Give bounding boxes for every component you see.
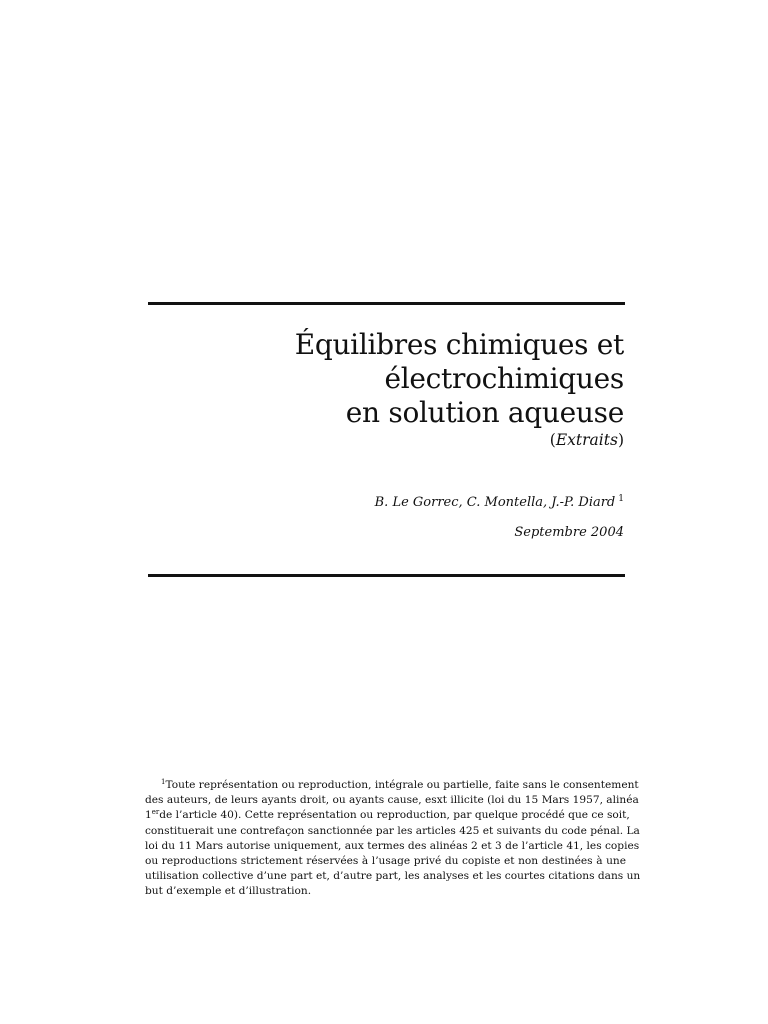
footnote-line-3: 1erde l’article 40). Cette représentation ou reproduction, par quelque procédé que ce soit,	[145, 808, 630, 822]
footnote-line-6: ou reproductions strictement réservées à l’usage privé du copiste et non destinées à une	[145, 855, 626, 868]
footnote-line-2: des auteurs, de leurs ayants droit, ou ayants cause, esxt illicite (loi du 15 Mars 1957, alinéa	[145, 794, 639, 807]
title-line-1: Équilibres chimiques et	[294, 328, 624, 361]
footnote-line-5: loi du 11 Mars autorise uniquement, aux termes des alinéas 2 et 3 de l’article 41, les copies	[145, 839, 640, 852]
top-horizontal-rule	[148, 302, 625, 305]
publication-date: Septembre 2004	[514, 525, 624, 540]
footnote-line-8: but d’exemple et d’illustration.	[145, 885, 312, 898]
bottom-horizontal-rule	[148, 574, 625, 577]
authors	[375, 494, 624, 510]
footnote-line-1: $^1$Toute représentation ou reproduction, intégrale ou partielle, faite sans le consentement	[161, 778, 639, 791]
subtitle-close-paren: )	[617, 431, 624, 449]
title-block	[204, 328, 624, 450]
subtitle-open-paren: (	[549, 431, 556, 449]
author-names: B. Le Gorrec, C. Montella, J.-P. Diard	[374, 495, 616, 510]
footnote-mark: 1	[161, 778, 166, 786]
title-line-2: électrochimiques	[384, 362, 624, 395]
footnote-line-4: constituerait une contrefaçon sanctionnée par les articles 425 et suivants du code pénal. La	[145, 824, 640, 837]
footnote-line-7: utilisation collective d’une part et, d’autre part, les analyses et les courtes citations dans un	[145, 870, 641, 883]
subtitle	[204, 430, 624, 450]
title-line-3: en solution aqueuse	[345, 396, 624, 429]
author-footnote-mark: 1	[618, 494, 624, 504]
copyright-footnote	[145, 778, 641, 900]
subtitle-word: Extraits	[555, 431, 618, 449]
